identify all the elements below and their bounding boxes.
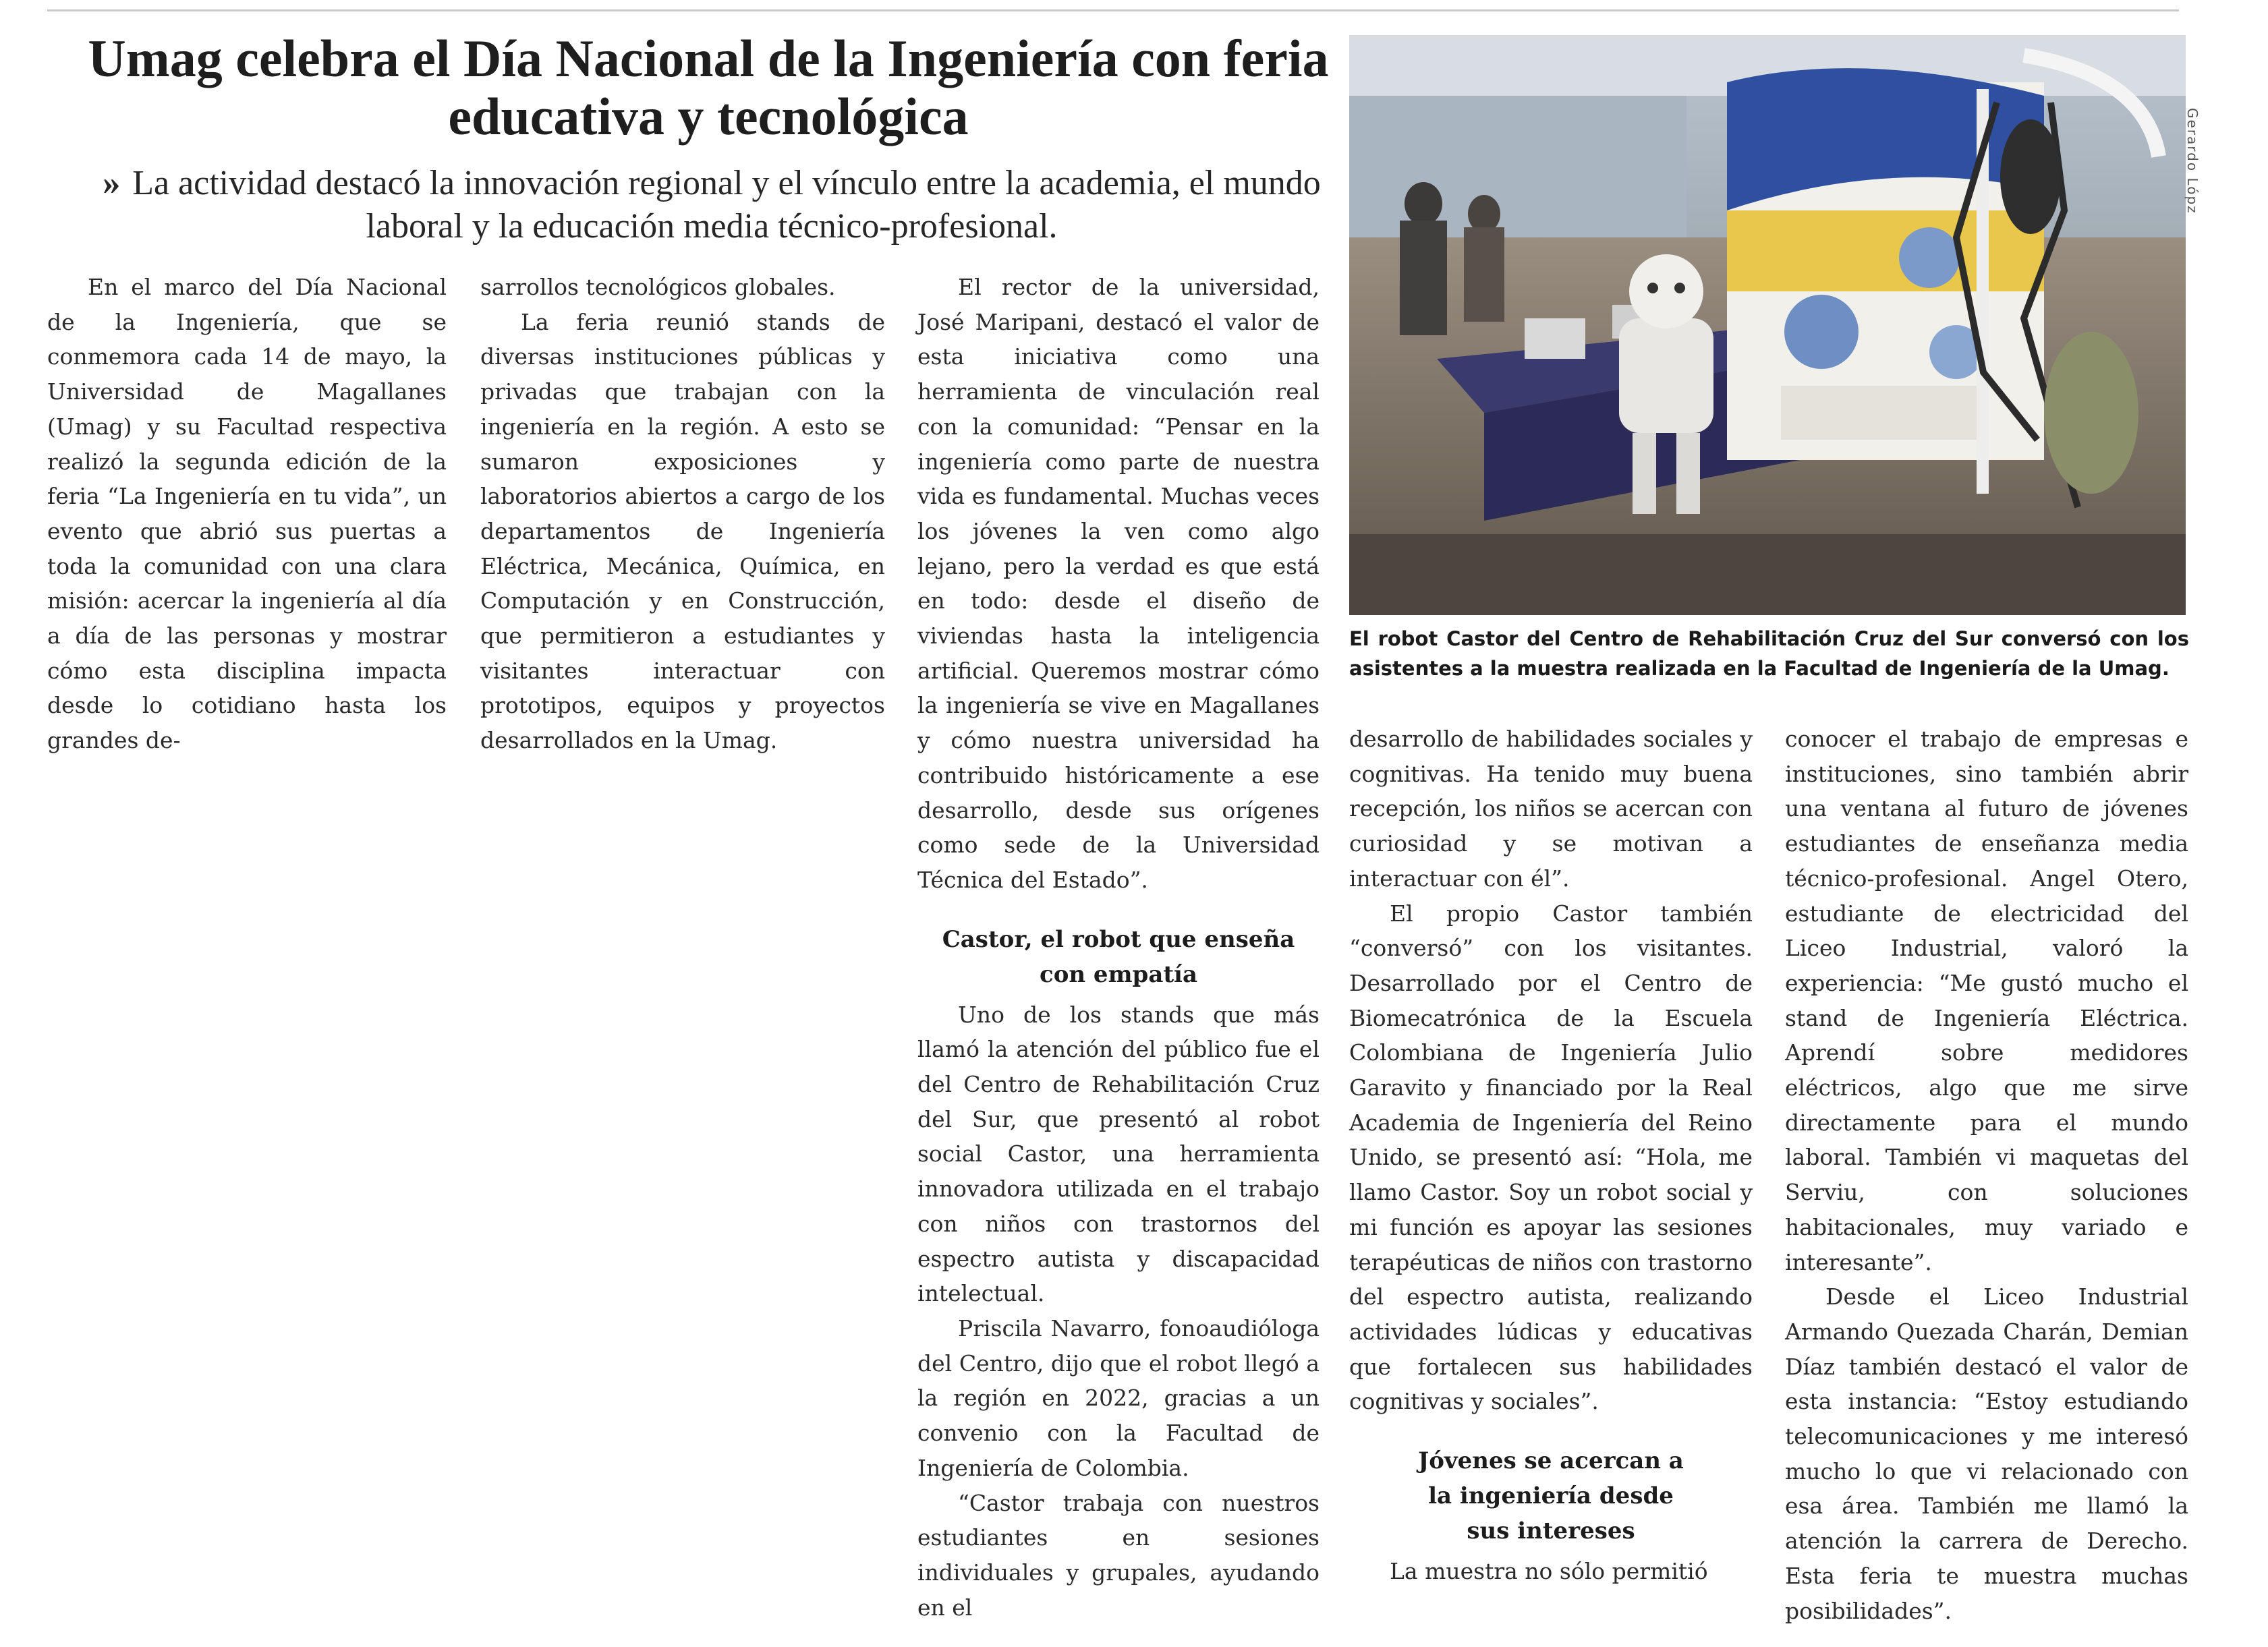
paragraph: desarrollo de habilidades sociales y cognitivas. Ha tenido muy buena recepción, los niños se acercan con curiosidad y se motivan a interactuar con él”.: [1349, 726, 1753, 892]
paragraph: La muestra no sólo permitió: [1390, 1558, 1708, 1585]
article-photo: [1349, 35, 2186, 615]
column-1: [47, 270, 447, 758]
photo-illustration: [1349, 35, 2186, 615]
paragraph: sarrollos tecnológicos globales.: [480, 274, 836, 300]
paragraph: El rector de la universidad, José Maripani, destacó el valor de esta iniciativa como una herramienta de vinculación real con la comunidad: “Pensar en la ingeniería como parte de nuestra vida es fundamental. Muchas veces los jóvenes la ven como algo lejano, pero la verdad es que está en todo: desde el diseño de viviendas hasta la inteligencia artificial. Queremos mostrar cómo la ingeniería se vive en Magallanes y cómo nuestra universidad ha contribuido históricamente a ese desarrollo, desde sus orígenes como sede de la Universidad Técnica del Estado”.: [917, 274, 1320, 893]
deck-text: La actividad destacó la innovación regional y el vínculo entre la academia, el mundo laboral y la educación media técnico-profesional.: [132, 164, 1321, 245]
paragraph: Desde el Liceo Industrial Armando Quezada Charán, Demian Díaz también destacó el valor de esta instancia: “Estoy estudiando telecomunicaciones y me interesó mucho lo que vi relacionado con esa área. También me llamó la atención la carrera de Derecho. Esta feria te muestra muchas posibilidades”.: [1785, 1283, 2188, 1624]
paragraph: En el marco del Día Nacional de la Ingeniería, que se conmemora cada 14 de mayo, la Universidad de Magallanes (Umag) y su Facultad respectiva realizó la segunda edición de la feria “La Ingeniería en tu vida”, un evento que abrió sus puertas a toda la comunidad con una clara misión: acercar la ingeniería al día a día de las personas y mostrar cómo esta disciplina impacta desde lo cotidiano hasta los grandes de-: [47, 274, 447, 754]
paragraph: Uno de los stands que más llamó la atención del público fue el del Centro de Rehabilitación Cruz del Sur, que presentó al robot social Castor, una herramienta innovadora utilizada en el trabajo con niños con trastornos del espectro autista y discapacidad intelectual.: [917, 1001, 1320, 1307]
column-3: [917, 270, 1320, 1625]
paragraph: Priscila Navarro, fonoaudióloga del Centro, dijo que el robot llegó a la región en 2022, gracias a un convenio con la Facultad de Ingeniería de Colombia.: [917, 1314, 1320, 1481]
paragraph: El propio Castor también “conversó” con los visitantes. Desarrollado por el Centro de Biomecatrónica de la Escuela Colombiana de Ingeniería Julio Garavito y financiado por la Real Academia de Ingeniería del Reino Unido, se presentó así: “Hola, me llamo Castor. Soy un robot social y mi función es apoyar las sesiones terapéuticas de niños con trastorno del espectro autista, realizando actividades lúdicas y educativas que fortalecen sus habilidades cognitivas y sociales”.: [1349, 900, 1753, 1415]
photo-credit: Gerardo Lópz: [2184, 108, 2201, 214]
headline: Umag celebra el Día Nacional de la Ingeniería con feria educativa y tecnológica: [88, 29, 1329, 146]
deck: [81, 162, 1342, 248]
paragraph: La feria reunió stands de diversas instituciones públicas y privadas que trabajan con la ingeniería en la región. A esto se sumaron exposiciones y laboratorios abiertos a cargo de los departamentos de Ingeniería Eléctrica, Mecánica, Química, en Computación y en Construcción, que permitieron a estudiantes y visitantes interactuar con prototipos, equipos y proyectos desarrollados en la Umag.: [480, 308, 885, 754]
paragraph: conocer el trabajo de empresas e instituciones, sino también abrir una ventana al futuro de jóvenes estudiantes de enseñanza media técnico-profesional. Angel Otero, estudiante de electricidad del Liceo Industrial, valoró la experiencia: “Me gustó mucho el stand de Ingeniería Eléctrica. Aprendí sobre medidores eléctricos, algo que me sirve directamente para el mundo laboral. También vi maquetas del Serviu, con soluciones habitacionales, muy variado e interesante”.: [1785, 726, 2188, 1275]
column-4: [1349, 722, 1753, 1589]
photo-caption: El robot Castor del Centro de Rehabilitación Cruz del Sur conversó con los asistentes a la muestra realizada en la Facultad de Ingeniería de la Umag.: [1349, 627, 2189, 680]
subhead-jovenes: Jóvenes se acercan a la ingeniería desde sus intereses: [1418, 1447, 1684, 1545]
deck-marker: »: [103, 164, 121, 202]
paragraph: “Castor trabaja con nuestros estudiantes en sesiones individuales y grupales, ayudando en el: [917, 1489, 1320, 1621]
column-5: [1785, 722, 2188, 1628]
subhead-castor: Castor, el robot que enseña con empatía: [942, 925, 1295, 988]
top-rule: [47, 9, 2179, 11]
column-2: [480, 270, 885, 758]
